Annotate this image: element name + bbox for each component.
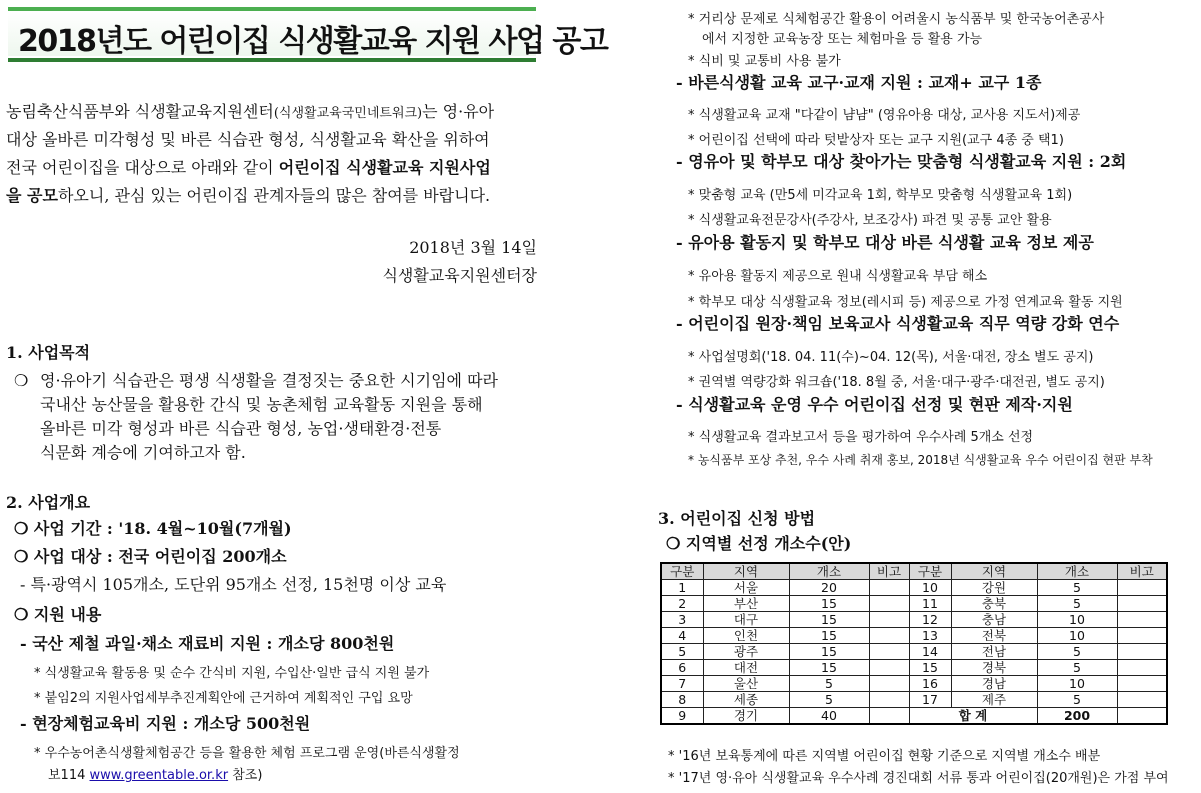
- sec2-period: ❍ 사업 기간 : '18. 4월~10월(7개월): [14, 519, 292, 538]
- table-row: [661, 644, 1167, 660]
- table-cell: [1117, 612, 1167, 628]
- bullet-icon: ❍: [14, 371, 29, 390]
- right-note: * 거리상 문제로 식체험공간 활용이 어려울시 농식품부 및 한국농어촌공사: [688, 12, 1105, 27]
- table-cell: 5: [789, 692, 869, 708]
- right-note: * 식생활교육 결과보고서 등을 평가하여 우수사례 5개소 선정: [688, 430, 1034, 445]
- table-cell: 경기: [703, 708, 789, 725]
- table-cell: [1117, 692, 1167, 708]
- table-cell: [869, 660, 909, 676]
- greentable-link[interactable]: www.greentable.or.kr: [89, 768, 229, 783]
- table-row: [661, 708, 1167, 725]
- table-row: [661, 692, 1167, 708]
- table-cell: [869, 612, 909, 628]
- sec1-line: 영·유아기 식습관은 평생 식생활을 결정짓는 중요한 시기임에 따라: [40, 371, 499, 390]
- table-cell: 10: [1037, 612, 1117, 628]
- table-row: [661, 676, 1167, 692]
- table-cell: [869, 692, 909, 708]
- table-cell: [1117, 628, 1167, 644]
- table-cell: [1117, 676, 1167, 692]
- table-cell: 1: [661, 580, 703, 596]
- table-cell: 5: [1037, 692, 1117, 708]
- table-cell: 11: [909, 596, 951, 612]
- sec1-line: 국내산 농산물을 활용한 간식 및 농촌체험 교육활동 지원을 통해: [40, 395, 483, 414]
- right-note: 에서 지정한 교육농장 또는 체험마을 등 활용 가능: [702, 32, 983, 47]
- table-cell: 5: [661, 644, 703, 660]
- table-cell: 경남: [951, 676, 1037, 692]
- table-cell: 10: [1037, 628, 1117, 644]
- table-cell: 울산: [703, 676, 789, 692]
- sec2-item-2: - 현장체험교육비 지원 : 개소당 500천원: [20, 714, 311, 733]
- right-item-6: - 어린이집 원장·책임 보육교사 식생활교육 직무 역량 강화 연수: [676, 314, 1120, 333]
- announcement-date: 2018년 3월 14일: [409, 238, 537, 257]
- table-header-row: [661, 563, 1167, 580]
- table-cell: 14: [909, 644, 951, 660]
- table-cell: 15: [909, 660, 951, 676]
- table-cell: 합 계: [909, 708, 1037, 725]
- note-text: 보114: [48, 768, 90, 783]
- table-cell: [869, 596, 909, 612]
- right-note: * 식비 및 교통비 사용 불가: [688, 54, 841, 69]
- section-3-heading: 3. 어린이집 신청 방법: [658, 509, 816, 528]
- table-cell: 충남: [951, 612, 1037, 628]
- right-item-3: - 바른식생활 교육 교구·교재 지원 : 교재+ 교구 1종: [676, 73, 1042, 92]
- sec2-content: ❍ 지원 내용: [14, 605, 102, 624]
- table-cell: [869, 644, 909, 660]
- table-cell: [1117, 708, 1167, 725]
- section-1-heading: 1. 사업목적: [6, 343, 91, 362]
- table-cell: 6: [661, 660, 703, 676]
- sec2-item-1: - 국산 제철 과일·채소 재료비 지원 : 개소당 800천원: [20, 634, 395, 653]
- intro-line-3: [6, 154, 491, 182]
- table-header-cell: 개소: [789, 563, 869, 580]
- table-cell: 서울: [703, 580, 789, 596]
- table-cell: 2: [661, 596, 703, 612]
- right-item-4: - 영유아 및 학부모 대상 찾아가는 맞춤형 식생활교육 지원 : 2회: [676, 152, 1127, 171]
- intro-line-2: 대상 올바른 미각형성 및 바른 식습관 형성, 식생활교육 확산을 위하여: [6, 130, 490, 149]
- right-note: * 학부모 대상 식생활교육 정보(레시피 등) 제공으로 가정 연계교육 활동 지원: [688, 295, 1123, 310]
- table-cell: 전북: [951, 628, 1037, 644]
- intro-text: 전국 어린이집을 대상으로 아래와 같이: [6, 158, 279, 177]
- table-cell: 10: [1037, 676, 1117, 692]
- table-cell: 15: [789, 596, 869, 612]
- right-note: * 권역별 역량강화 워크숍('18. 8월 중, 서울·대구·광주·대전권, 별도 공지): [688, 375, 1105, 390]
- table-cell: 9: [661, 708, 703, 725]
- table-cell: 17: [909, 692, 951, 708]
- intro-line-4: [6, 182, 490, 210]
- table-cell: 7: [661, 676, 703, 692]
- table-cell: [1117, 580, 1167, 596]
- title-bar-top: [8, 7, 536, 11]
- intro-emphasis: 어린이집 식생활교육 지원사업: [278, 158, 491, 177]
- table-cell: 경북: [951, 660, 1037, 676]
- table-row: [661, 580, 1167, 596]
- table-row: [661, 596, 1167, 612]
- table-cell: 대구: [703, 612, 789, 628]
- table-header-cell: 비고: [1117, 563, 1167, 580]
- table-cell: 5: [789, 676, 869, 692]
- table-row: [661, 660, 1167, 676]
- table-cell: 전남: [951, 644, 1037, 660]
- table-row: [661, 628, 1167, 644]
- table-cell: 강원: [951, 580, 1037, 596]
- sec2-item-1-note: * 붙임2의 지원사업세부추진계획안에 근거하여 계획적인 구입 요망: [34, 691, 413, 706]
- table-cell: 제주: [951, 692, 1037, 708]
- table-cell: 5: [1037, 644, 1117, 660]
- intro-text: 는 영·유아: [422, 102, 495, 121]
- right-item-5: - 유아용 활동지 및 학부모 대상 바른 식생활 교육 정보 제공: [676, 233, 1094, 252]
- intro-text: 하오니, 관심 있는 어린이집 관계자들의 많은 참여를 바랍니다.: [57, 186, 491, 205]
- right-note: * 식생활교육전문강사(주강사, 보조강사) 파견 및 공통 교안 활용: [688, 213, 1052, 228]
- table-cell: [869, 628, 909, 644]
- right-note: * 맞춤형 교육 (만5세 미각교육 1회, 학부모 맞춤형 식생활교육 1회): [688, 188, 1073, 203]
- table-cell: [869, 580, 909, 596]
- table-cell: 13: [909, 628, 951, 644]
- right-note: * 농식품부 포상 추천, 우수 사례 취재 홍보, 2018년 식생활교육 우수 어린이집 현판 부착: [688, 453, 1153, 467]
- table-cell: 인천: [703, 628, 789, 644]
- right-note: * 식생활교육 교재 "다같이 냠냠" (영유아용 대상, 교사용 지도서)제공: [688, 108, 1081, 123]
- table-cell: 15: [789, 644, 869, 660]
- table-cell: 광주: [703, 644, 789, 660]
- table-cell: 5: [1037, 580, 1117, 596]
- right-note: * 어린이집 선택에 따라 텃밭상자 또는 교구 지원(교구 4종 중 택1): [688, 133, 1064, 148]
- page-title: 2018년도 어린이집 식생활교육 지원 사업 공고: [18, 24, 608, 59]
- table-header-cell: 구분: [909, 563, 951, 580]
- table-cell: 200: [1037, 708, 1117, 725]
- sec2-target: ❍ 사업 대상 : 전국 어린이집 200개소: [14, 547, 287, 566]
- table-cell: 4: [661, 628, 703, 644]
- intro-line-1: [6, 98, 494, 128]
- table-cell: 12: [909, 612, 951, 628]
- table-cell: [1117, 660, 1167, 676]
- table-cell: [1117, 596, 1167, 612]
- table-cell: 16: [909, 676, 951, 692]
- intro-text: 농림축산식품부와 식생활교육지원센터: [6, 102, 274, 121]
- sec2-target-sub: - 특·광역시 105개소, 도단위 95개소 선정, 15천명 이상 교육: [20, 575, 447, 594]
- table-cell: 세종: [703, 692, 789, 708]
- sec2-item-2-note: * 우수농어촌식생활체험공간 등을 활용한 체험 프로그램 운영(바른식생활정: [34, 746, 460, 761]
- sec2-item-2-note-2: [48, 764, 262, 783]
- sec1-line: 식문화 계승에 기여하고자 함.: [40, 443, 246, 462]
- table-cell: [869, 676, 909, 692]
- table-cell: 15: [789, 660, 869, 676]
- table-header-cell: 개소: [1037, 563, 1117, 580]
- table-row: [661, 612, 1167, 628]
- announcement-signer: 식생활교육지원센터장: [382, 266, 537, 285]
- sec3-note: * '17년 영·유아 식생활교육 우수사례 경진대회 서류 통과 어린이집(20개원)은 가점 부여: [668, 771, 1169, 786]
- sec3-note: * '16년 보육통계에 따른 지역별 어린이집 현황 기준으로 지역별 개소수 배분: [668, 749, 1101, 764]
- table-cell: 부산: [703, 596, 789, 612]
- table-cell: 5: [1037, 596, 1117, 612]
- right-note: * 유아용 활동지 제공으로 원내 식생활교육 부담 해소: [688, 269, 988, 284]
- note-text: 참조): [228, 768, 263, 783]
- table-cell: [869, 708, 909, 725]
- table-cell: 5: [1037, 660, 1117, 676]
- table-cell: 8: [661, 692, 703, 708]
- sec2-item-1-note: * 식생활교육 활동용 및 순수 간식비 지원, 수입산·일반 급식 지원 불가: [34, 666, 430, 681]
- table-cell: 10: [909, 580, 951, 596]
- table-cell: 40: [789, 708, 869, 725]
- table-header-cell: 지역: [951, 563, 1037, 580]
- section-2-heading: 2. 사업개요: [6, 493, 91, 512]
- right-note: * 사업설명회('18. 04. 11(수)~04. 12(목), 서울·대전, 장소 별도 공지): [688, 350, 1094, 365]
- sec1-line: 올바른 미각 형성과 바른 식습관 형성, 농업·생태환경·전통: [40, 419, 442, 438]
- table-header-cell: 구분: [661, 563, 703, 580]
- region-table: [660, 562, 1168, 725]
- intro-network-name: (식생활교육국민네트워크): [273, 106, 423, 121]
- table-cell: 15: [789, 612, 869, 628]
- table-cell: 충북: [951, 596, 1037, 612]
- table-cell: 20: [789, 580, 869, 596]
- table-cell: 15: [789, 628, 869, 644]
- intro-emphasis: 을 공모: [6, 186, 58, 205]
- table-header-cell: 지역: [703, 563, 789, 580]
- table-cell: 3: [661, 612, 703, 628]
- table-cell: [1117, 644, 1167, 660]
- sec3-sub: ❍ 지역별 선정 개소수(안): [666, 534, 852, 553]
- right-item-7: - 식생활교육 운영 우수 어린이집 선정 및 현판 제작·지원: [676, 395, 1073, 414]
- table-cell: 대전: [703, 660, 789, 676]
- table-header-cell: 비고: [869, 563, 909, 580]
